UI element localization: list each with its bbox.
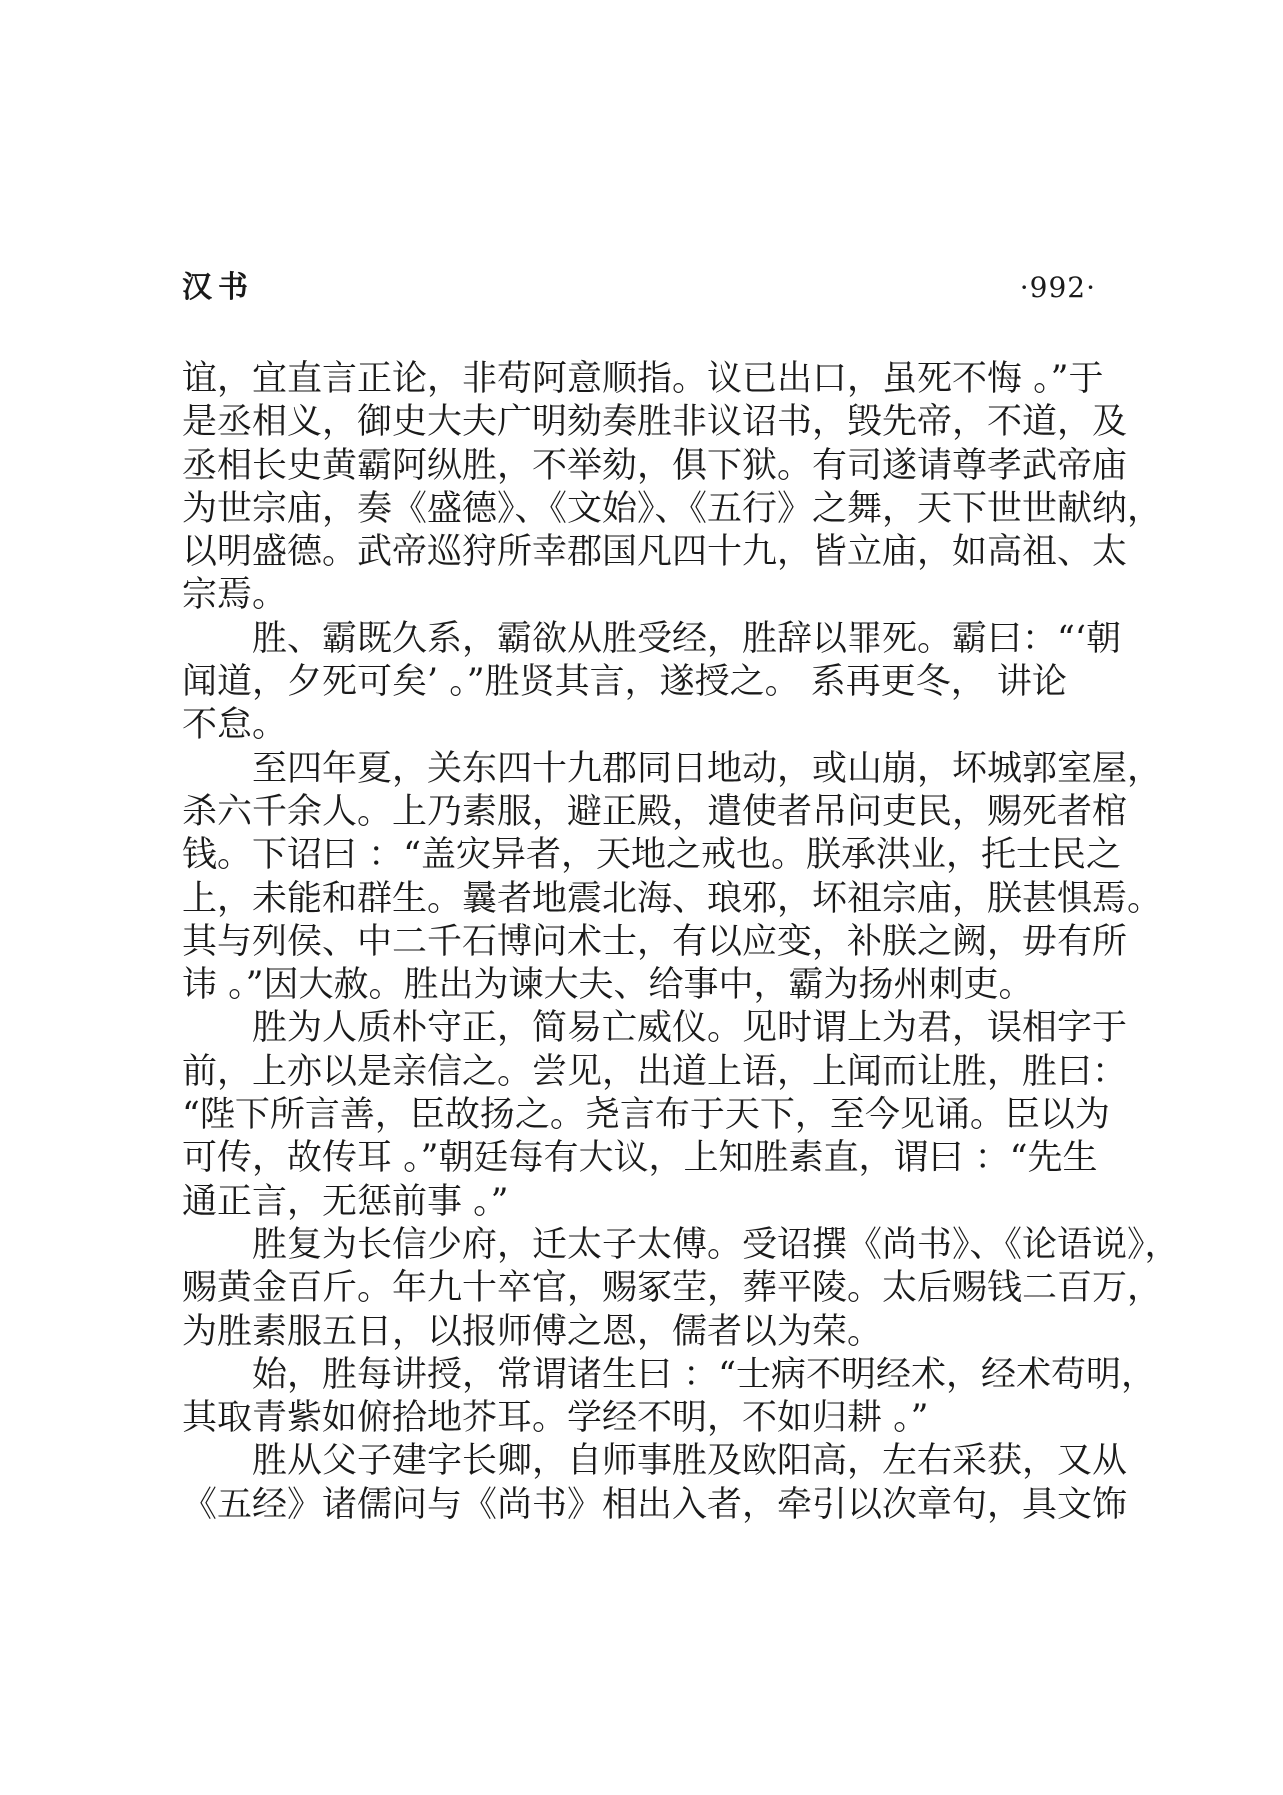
text-line: 杀六千余人。上乃素服，避正殿，遣使者吊问吏民，赐死者棺 xyxy=(182,791,1128,832)
text-line: 胜、霸既久系，霸欲从胜受经，胜辞以罪死。霸曰：“‘朝 xyxy=(252,618,1122,659)
text-line: 闻道，夕死可矣’ 。”胜贤其言，遂授之。 系再更冬， 讲论 xyxy=(182,662,1067,703)
text-line: 丞相长史黄霸阿纵胜，不举劾，俱下狱。有司遂请尊孝武帝庙 xyxy=(182,445,1128,486)
text-line: 谊，宜直言正论，非苟阿意顺指。议已出口，虽死不悔 。”于 xyxy=(182,359,1104,399)
book-title: 汉书 xyxy=(182,270,254,305)
text-line: 讳 。”因大赦。胜出为谏大夫、给事中，霸为扬州刺吏。 xyxy=(182,965,1034,1006)
text-line: 可传，故传耳 。”朝廷每有大议，上知胜素直，谓曰 ：“先生 xyxy=(182,1138,1098,1179)
paragraph-6 xyxy=(182,1354,1157,1441)
text-line: “陛下所言善，臣故扬之。尧言布于天下，至今见诵。臣以为 xyxy=(182,1095,1110,1136)
paragraph-1 xyxy=(182,358,1163,618)
text-line: 不怠。 xyxy=(182,705,288,746)
page-number: ·992· xyxy=(1019,271,1096,304)
text-line: 胜复为长信少府，迁太子太傅。受诏撰《尚书》、《论语说》， xyxy=(252,1224,1180,1265)
text-line: 其与列侯、中二千石博问术士，有以应变，补朕之阙，毋有所 xyxy=(182,921,1128,962)
text-line: 为胜素服五日，以报师傅之恩，儒者以为荣。 xyxy=(182,1311,883,1352)
paragraph-4 xyxy=(182,1007,1128,1223)
text-line: 为世宗庙，奏《盛德》、《文始》、《五行》之舞，天下世世献纳， xyxy=(182,488,1163,529)
paragraph-2 xyxy=(182,618,1122,748)
running-header xyxy=(182,268,1096,308)
text-line: 钱。下诏曰 ：“盖灾异者，天地之戒也。朕承洪业，托士民之 xyxy=(182,835,1122,876)
text-line: 胜为人质朴守正，简易亡威仪。见时谓上为君，误相字于 xyxy=(252,1008,1128,1049)
paragraph-5 xyxy=(182,1224,1180,1354)
paragraph-7 xyxy=(182,1440,1128,1527)
paragraph-3 xyxy=(182,748,1163,1008)
text-line: 通正言，无惩前事 。” xyxy=(182,1181,509,1222)
text-line: 上，未能和群生。曩者地震北海、琅邪，坏祖宗庙，朕甚惧焉。 xyxy=(182,878,1163,919)
text-line: 前，上亦以是亲信之。尝见，出道上语，上闻而让胜，胜曰： xyxy=(182,1051,1128,1092)
text-line: 始，胜每讲授，常谓诸生曰 ：“士病不明经术，经术苟明， xyxy=(252,1354,1157,1395)
text-line: 《五经》诸儒问与《尚书》相出入者，牵引以次章句，具文饰 xyxy=(182,1484,1128,1525)
text-line: 是丞相义，御史大夫广明劾奏胜非议诏书，毁先帝，不道，及 xyxy=(182,402,1128,443)
text-line: 胜从父子建字长卿，自师事胜及欧阳高，左右采获，又从 xyxy=(252,1441,1128,1482)
text-line: 赐黄金百斤。年九十卒官，赐冢茔，葬平陵。太后赐钱二百万， xyxy=(182,1268,1163,1309)
text-line: 至四年夏，关东四十九郡同日地动，或山崩，坏城郭室屋， xyxy=(252,748,1163,789)
text-line: 其取青紫如俯拾地芥耳。学经不明，不如归耕 。” xyxy=(182,1398,929,1439)
text-line: 以明盛德。武帝巡狩所幸郡国凡四十九，皆立庙，如高祖、太 xyxy=(182,532,1128,573)
body-text xyxy=(182,358,1180,1527)
text-line: 宗焉。 xyxy=(182,575,288,616)
